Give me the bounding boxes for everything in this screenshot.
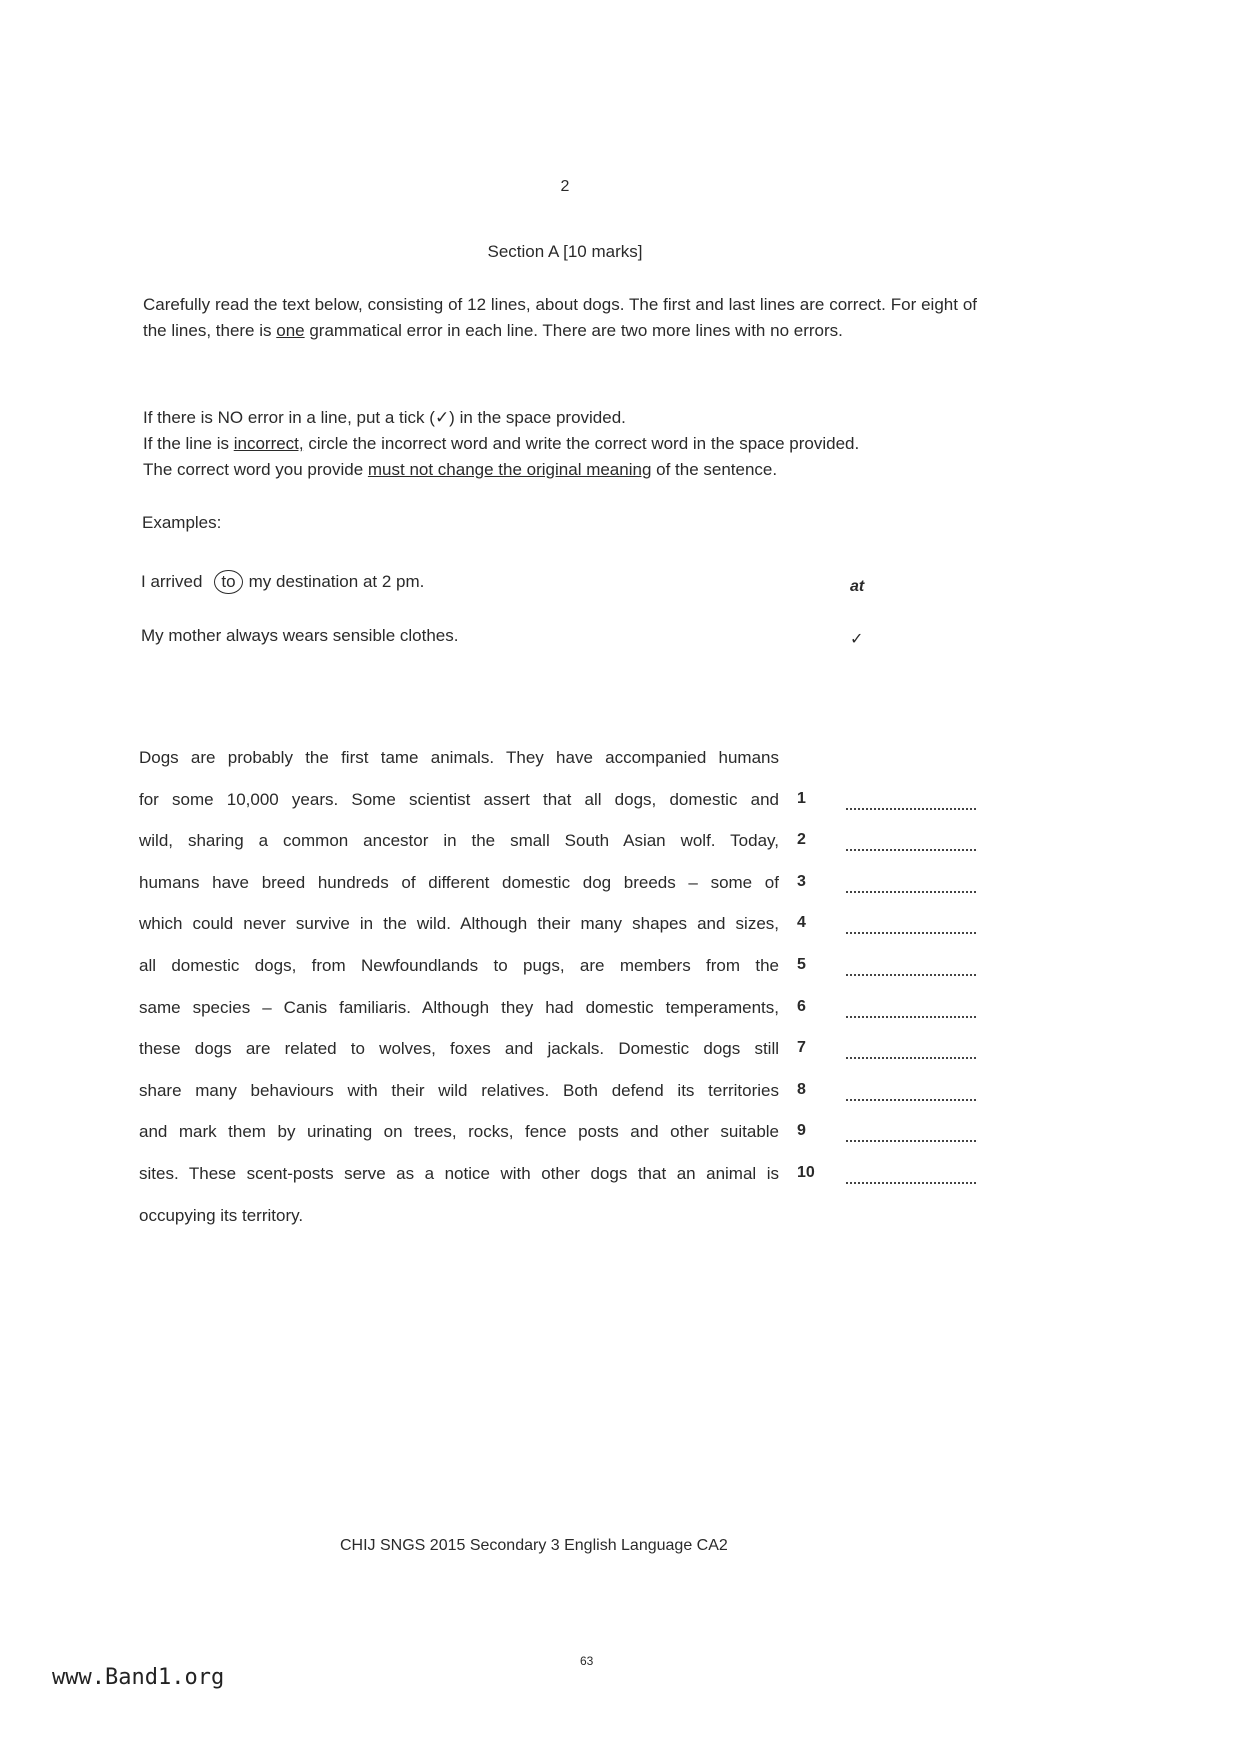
passage-line: for some 10,000 years. Some scientist assert that all dogs, domestic and [139, 790, 779, 809]
line-number: 2 [797, 831, 806, 848]
instructions-underline-one: one [276, 321, 305, 340]
line-number: 5 [797, 956, 806, 973]
example-text: my destination at 2 pm. [248, 572, 425, 591]
line-number: 7 [797, 1039, 806, 1056]
passage-line: humans have breed hundreds of different domestic dog breeds – some of [139, 873, 779, 892]
instructions-text: circle the incorrect word and write the correct word in the space provided. [303, 434, 860, 453]
line-number: 9 [797, 1122, 806, 1139]
example-answer-1: at [850, 578, 865, 595]
instructions-text: grammatical error in each line. There are two more lines with no errors. [304, 321, 843, 340]
footer: CHIJ SNGS 2015 Secondary 3 English Language CA2 [340, 1537, 728, 1554]
answer-blank[interactable] [846, 807, 976, 810]
answer-blank[interactable] [846, 848, 976, 851]
instructions-text: If the line is [143, 434, 234, 453]
example-row-2: My mother always wears sensible clothes. [141, 626, 459, 645]
passage-line: all domestic dogs, from Newfoundlands to pugs, are members from the [139, 956, 779, 975]
passage-line: these dogs are related to wolves, foxes and jackals. Domestic dogs still [139, 1039, 779, 1058]
answer-blank[interactable] [846, 1056, 976, 1059]
instructions-text: Carefully read the text below, consisting of 12 lines, about dogs. The first and last lines are correct. For eight of the lines, there is [143, 295, 977, 340]
circled-word: to [214, 570, 242, 594]
line-number: 8 [797, 1081, 806, 1098]
watermark: www.Band1.org [52, 1665, 225, 1690]
answer-blank[interactable] [846, 890, 976, 893]
line-number: 4 [797, 914, 806, 931]
passage-line: wild, sharing a common ancestor in the small South Asian wolf. Today, [139, 831, 779, 850]
instructions-underline-incorrect: incorrect, [233, 434, 304, 453]
instructions-paragraph-1 [143, 292, 977, 344]
answer-blank[interactable] [846, 1181, 976, 1184]
line-number: 1 [797, 790, 806, 807]
answer-blank[interactable] [846, 931, 976, 934]
passage-line: same species – Canis familiaris. Although they had domestic temperaments, [139, 998, 779, 1017]
instructions-underline-meaning: must not change the original meaning [367, 460, 652, 479]
section-title: Section A [10 marks] [487, 242, 643, 261]
answer-blank[interactable] [846, 1139, 976, 1142]
answer-blank[interactable] [846, 1015, 976, 1018]
passage-line: Dogs are probably the first tame animals. They have accompanied humans [139, 748, 779, 767]
passage-line: occupying its territory. [139, 1206, 304, 1225]
page-code: 63 [580, 1654, 594, 1668]
instructions-line: If there is NO error in a line, put a tick (✓) in the space provided. [143, 408, 626, 427]
answer-blank[interactable] [846, 973, 976, 976]
instructions-text: The correct word you provide [143, 460, 368, 479]
passage-line: share many behaviours with their wild relatives. Both defend its territories [139, 1081, 779, 1100]
instructions-text: of the sentence. [651, 460, 778, 479]
example-answer-2: ✓ [850, 631, 864, 648]
line-number: 6 [797, 998, 806, 1015]
example-row-1 [141, 570, 901, 594]
line-number: 3 [797, 873, 806, 890]
example-text: I arrived [141, 572, 203, 591]
instructions-paragraph-2 [143, 405, 977, 483]
answer-blank[interactable] [846, 1098, 976, 1101]
passage-line: which could never survive in the wild. Although their many shapes and sizes, [139, 914, 779, 933]
examples-title: Examples: [142, 513, 222, 532]
passage-line: and mark them by urinating on trees, rocks, fence posts and other suitable [139, 1122, 779, 1141]
line-number: 10 [797, 1164, 815, 1181]
passage-line: sites. These scent-posts serve as a notice with other dogs that an animal is [139, 1164, 779, 1183]
page-number: 2 [560, 178, 570, 195]
